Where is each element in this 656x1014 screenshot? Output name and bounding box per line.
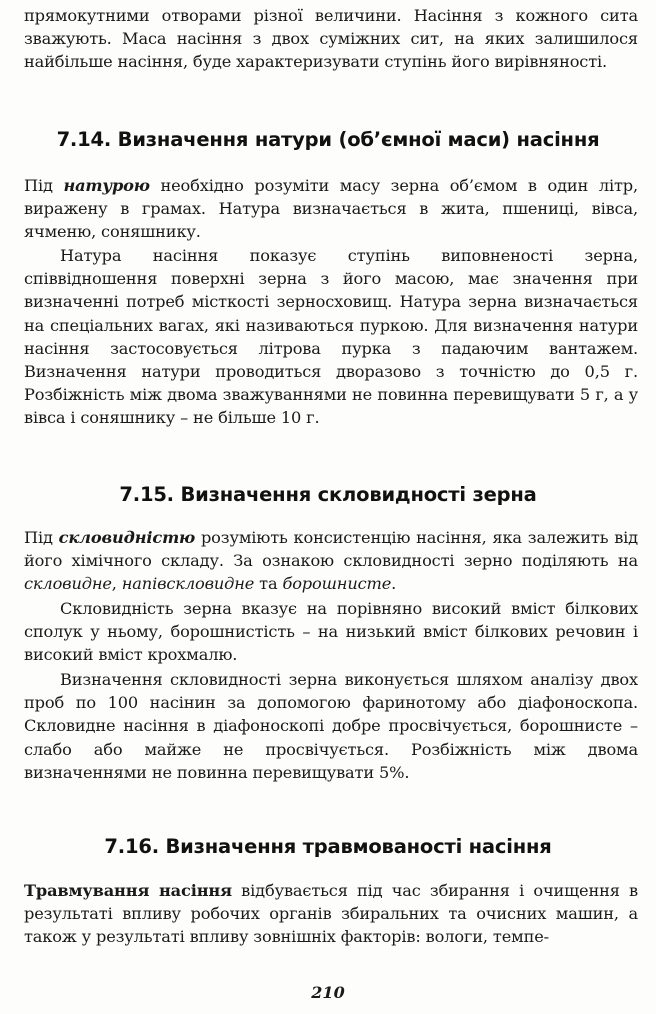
period: .: [391, 574, 397, 594]
heading-7-15: 7.15. Визначення скловидності зерна: [119, 483, 537, 506]
p1-after-text: необхідно розуміти масу зерна об’ємом в один літр, виражену в грамах. Натура визначається в жита, пшениці, вівса, ячменю, соняшнику.: [24, 176, 638, 242]
intro-text: прямокутними отворами різної величини. Насіння з кожного сита зважують. Маса насіння з двох суміжних сит, на яких залишилося найбільше насіння, буде характеризувати ступінь його вирівняності.: [24, 6, 638, 72]
p2-text: Скловидність зерна вказує на порівняно високий вміст білкових сполук у ньому, борошнистість – на низький вміст білкових речовин і високий вміст крохмалю.: [24, 599, 638, 665]
heading-7-16: 7.16. Визначення травмованості насіння: [104, 835, 552, 858]
p1-after-text: відбувається під час збирання і очищення в результаті впливу робочих органів збиральних та очисних машин, а також у результаті впливу зовнішніх факторів: вологи, темпе-: [24, 881, 638, 947]
p3-text: Визначення скловидності зерна виконується шляхом аналізу двох проб по 100 насінин за допомогою фаринотому або діафоноскопа. Скловидне насіння в діафоноскопі добре просвічується, борошнисте – слабо або майже не просвічується. Розбіжність між двома визначеннями не повинна перевищувати 5%.: [24, 670, 638, 782]
separator: ,: [111, 574, 122, 594]
p1-before-text: Під: [24, 528, 59, 547]
term-travmuvannya: Травмування насіння: [24, 881, 232, 900]
term-sklovydne: скловидне: [24, 574, 112, 594]
term-naturoyu: натурою: [63, 176, 150, 195]
section-7-15-paragraph-1: [24, 526, 638, 596]
page-number: 210: [311, 983, 345, 1002]
term-sklovydnistyu: скловидністю: [58, 528, 196, 547]
heading-7-14: 7.14. Визначення натури (об’ємної маси) насіння: [56, 128, 600, 151]
term-napivsklovydne: напівскловидне: [121, 574, 255, 594]
p2-text: Натура насіння показує ступінь виповненості зерна, співвідношення поверхні зерна з його масою, має значення при визначенні потреб місткості зерносховищ. Натура зерна визначається на спеціальних вагах, які називаються пуркою. Для визначення натури насіння застосовується літрова пурка з падаючим вантажем. Визначення натури проводиться дворазово з точністю до 0,5 г. Розбіжність між двома зважуваннями не повинна перевищувати 5 г, а у вівса і соняшнику – не більше 10 г.: [24, 246, 638, 428]
section-7-15-paragraph-2: [24, 597, 638, 667]
section-7-15-paragraph-3: [24, 668, 638, 784]
intro-paragraph: [24, 4, 638, 74]
section-7-14-paragraph-1: [24, 174, 638, 244]
section-7-14-paragraph-2: [24, 244, 638, 430]
separator: та: [254, 574, 283, 594]
p1-before-text: Під: [24, 176, 64, 195]
p1-mid-text: розуміють консистенцію насіння, яка залежить від його хімічного складу. За ознакою скловидності зерно поділяють на: [24, 528, 638, 571]
section-7-16-paragraph-1: [24, 879, 638, 949]
term-boroshnyste: борошнисте: [282, 574, 392, 594]
